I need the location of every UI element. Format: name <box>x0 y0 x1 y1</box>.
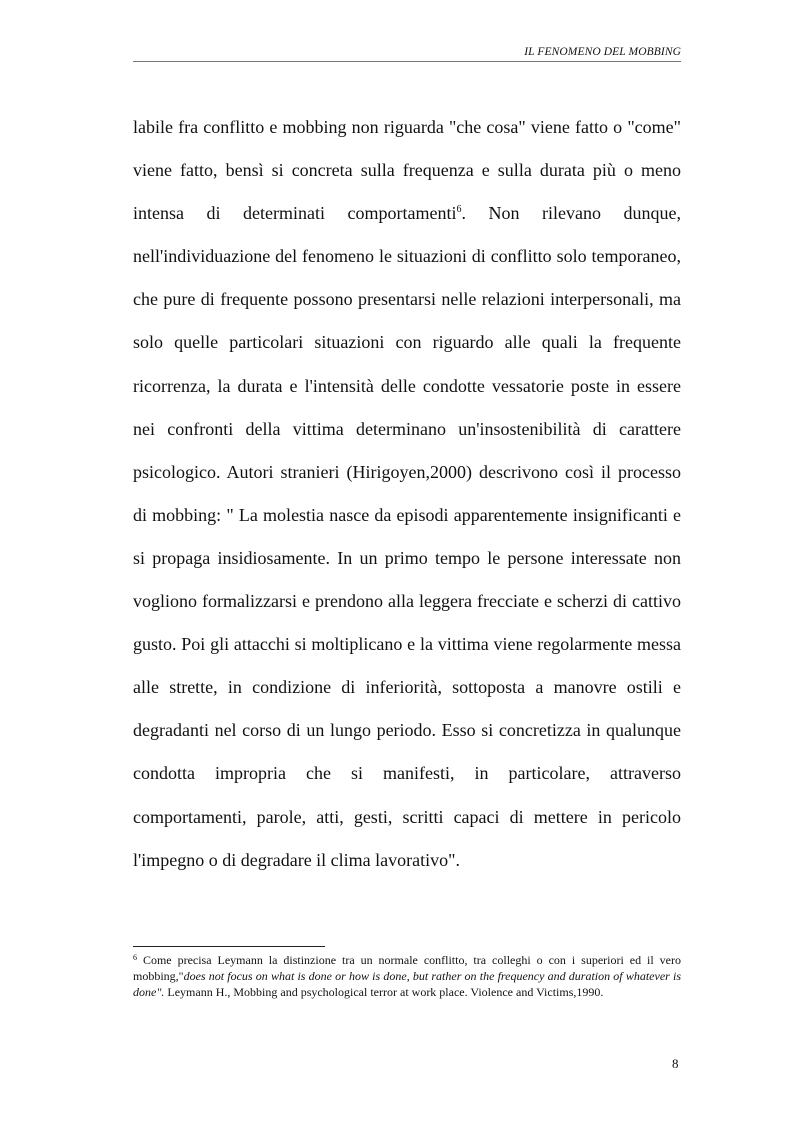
footnote-reference: 6 <box>456 204 462 216</box>
body-paragraph <box>133 106 681 882</box>
footnote-citation: Leymann H., Mobbing and psychological terror at work place. Violence and Victims,1990. <box>164 985 604 1000</box>
header-title: IL FENOMENO DEL MOBBING <box>524 46 681 58</box>
body-text-part-1: labile fra conflitto e mobbing non riguarda "che cosa" viene fatto o "come" viene fatto, bensì si concreta sulla frequenza e sulla durata più o meno intensa di determinati comportamenti <box>133 117 681 224</box>
footnote-text: Come precisa Leymann la distinzione tra un normale conflitto, tra colleghi o con i superiori ed il vero mobbing," <box>133 953 681 984</box>
header-rule <box>133 61 681 62</box>
running-header <box>133 44 681 62</box>
body-text-part-2: . Non rilevano dunque, nell'individuazione del fenomeno le situazioni di conflitto solo temporaneo, che pure di frequente possono presentarsi nelle relazioni interpersonali, ma solo quelle particolari situazioni con riguardo alle quali la frequente ricorrenza, la durata e l'intensità delle condotte vessatorie poste in essere nei confronti della vittima determinano un'insostenibilità di carattere psicologico. Autori stranieri (Hirigoyen,2000) descrivono così il processo di mobbing: " La molestia nasce da episodi apparentemente insignificanti e si propaga insidiosamente. In un primo tempo le persone interessate non vogliono formalizzarsi e prendono alla leggera frecciate e scherzi di cattivo gusto. Poi gli attacchi si moltiplicano e la vittima viene regolarmente messa alle strette, in condizione di inferiorità, sottoposta a manovre ostili e degradanti nel corso di un lungo periodo. Esso si concretizza in qualunque condotta impropria che si manifesti, in particolare, attraverso comportamenti, parole, atti, gesti, scritti capaci di mettere in pericolo l'impegno o di degradare il clima lavorativo". <box>133 203 682 870</box>
footnote-number: 6 <box>133 953 137 962</box>
footnote-separator <box>133 946 325 947</box>
footnote <box>133 952 681 1001</box>
footnote-quote: does not focus on what is done or how is done, but rather on the frequency and duration of whatever is done". <box>133 969 681 1000</box>
page-number: 8 <box>672 1056 679 1071</box>
